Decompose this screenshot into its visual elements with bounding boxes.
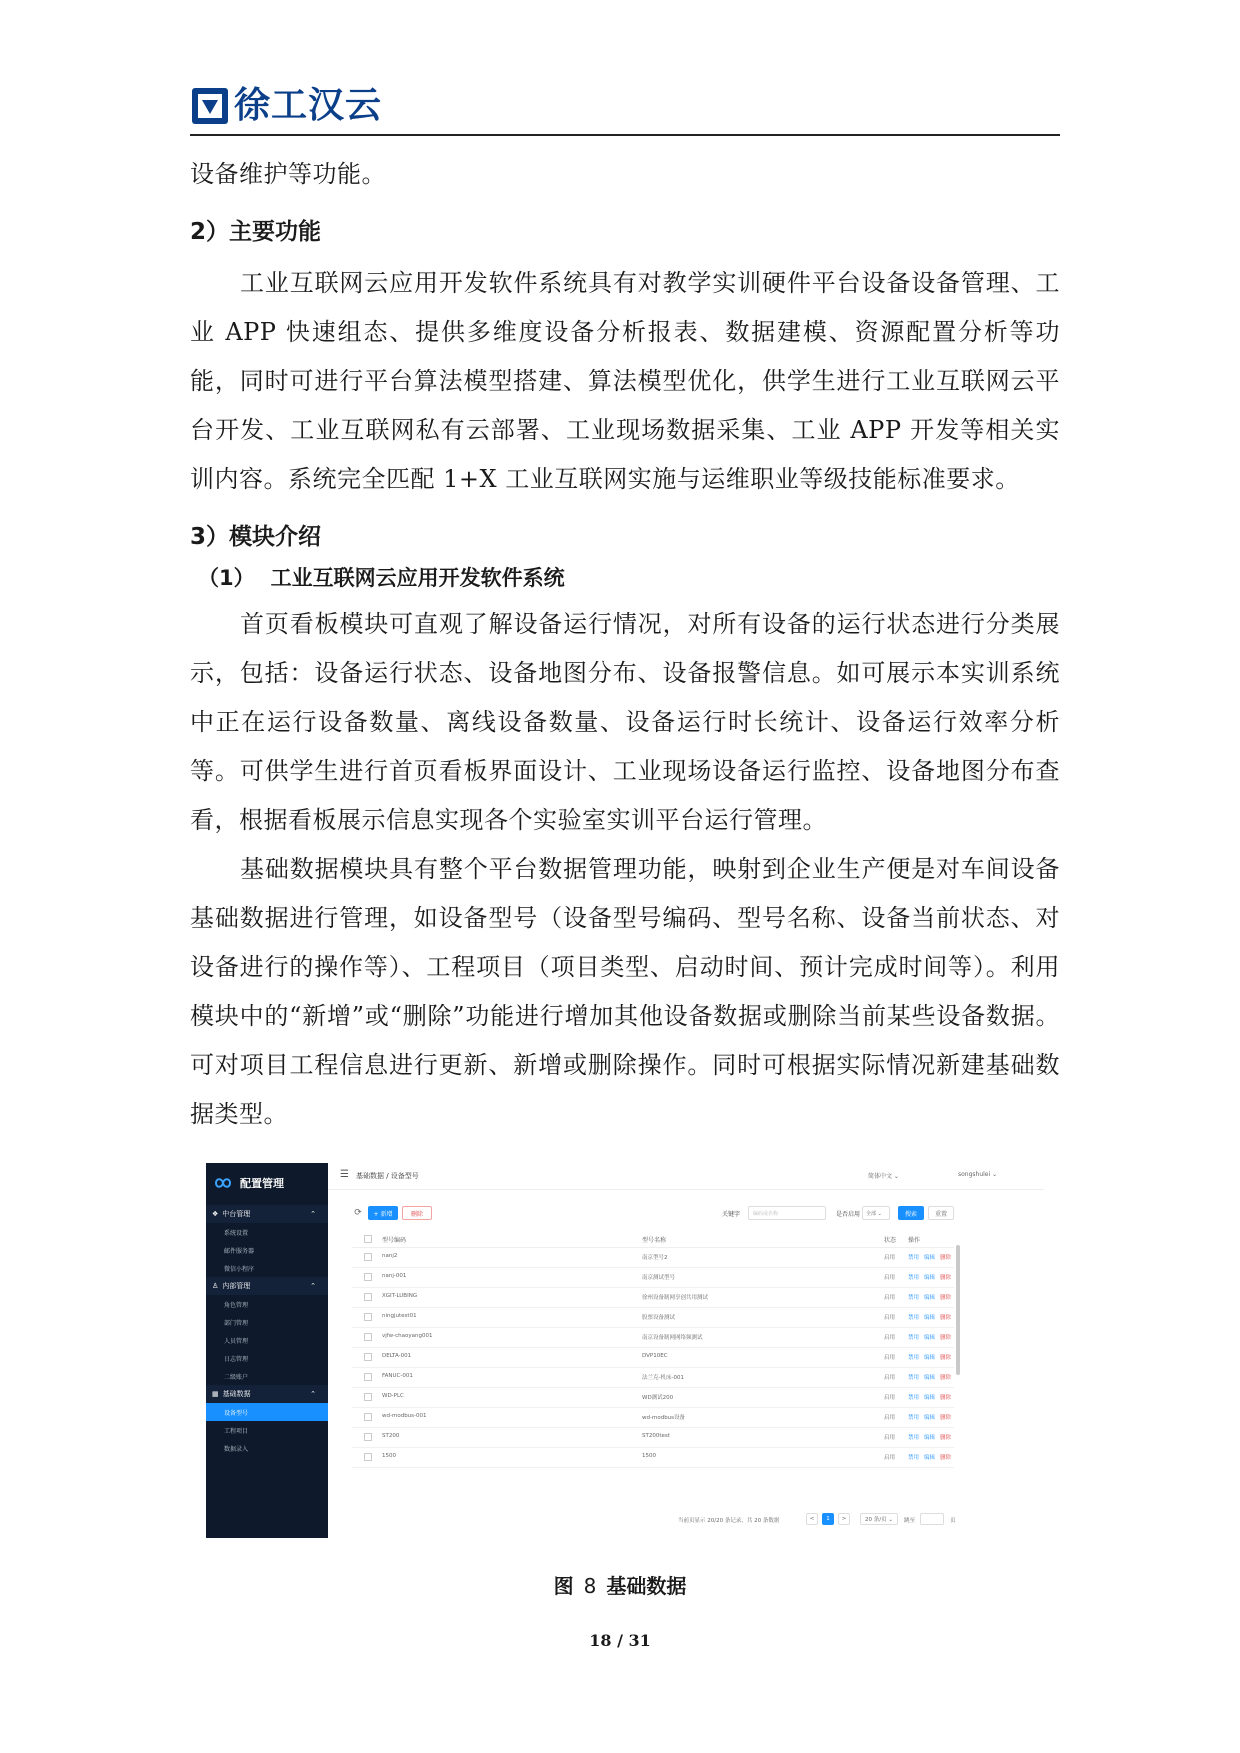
- row-checkbox[interactable]: [364, 1393, 372, 1401]
- basic-data-paragraph: 基础数据模块具有整个平台数据管理功能，映射到企业生产便是对车间设备基础数据进行管理，如设备型号（设备型号编码、型号名称、设备当前状态、对设备进行的操作等）、工程项目（项目类型、启动时间、预计完成时间等）。利用模块中的“新增”或“删除”功能进行增加其他设备数据或删除当前某些设备数据。可对项目工程信息进行更新、新增或删除操作。同时可根据实际情况新建基础数据类型。: [190, 855, 1060, 1128]
- status-text: 启用: [884, 1455, 896, 1461]
- model-name: 徐州设备制网享创共用测试: [642, 1295, 709, 1301]
- sidebar-item[interactable]: 人员管理: [224, 1337, 249, 1345]
- edit-link[interactable]: 编辑: [924, 1275, 936, 1281]
- delete-link[interactable]: 删除: [940, 1355, 952, 1361]
- model-name: wd-modbus设备: [642, 1415, 686, 1421]
- edit-link[interactable]: 编辑: [924, 1415, 936, 1421]
- model-code: 1500: [382, 1453, 396, 1459]
- chevron-up-icon: ⌃: [310, 1390, 316, 1398]
- model-code: nanj-001: [382, 1273, 407, 1279]
- disable-link[interactable]: 禁用: [908, 1315, 920, 1321]
- edit-link[interactable]: 编辑: [924, 1395, 936, 1401]
- model-name: WD测试200: [642, 1395, 674, 1401]
- row-checkbox[interactable]: [364, 1453, 372, 1461]
- model-code: XGIT-LUBING: [382, 1293, 418, 1299]
- brand-logo: [190, 86, 382, 126]
- table-row[interactable]: [352, 1367, 954, 1388]
- model-name: 1500: [642, 1453, 656, 1459]
- search-button[interactable]: 搜索: [898, 1206, 924, 1220]
- disable-link[interactable]: 禁用: [908, 1355, 920, 1361]
- caption-number: 8: [583, 1574, 597, 1598]
- delete-link[interactable]: 删除: [940, 1315, 952, 1321]
- model-name: 股票设备测试: [642, 1315, 676, 1321]
- dashboard-paragraph: 首页看板模块可直观了解设备运行情况，对所有设备的运行状态进行分类展示，包括：设备运行状态、设备地图分布、设备报警信息。如可展示本实训系统中正在运行设备数量、离线设备数量、设备运行时长统计、设备运行效率分析等。可供学生进行首页看板界面设计、工业现场设备运行监控、设备地图分布查看，根据看板展示信息实现各个实验室实训平台运行管理。: [190, 610, 1060, 834]
- sidebar-item[interactable]: 二级账户: [224, 1373, 249, 1381]
- add-button[interactable]: + 新增: [368, 1206, 398, 1220]
- table-row[interactable]: [352, 1407, 954, 1428]
- header-divider: [190, 134, 1060, 136]
- table-row[interactable]: [352, 1247, 954, 1268]
- disable-link[interactable]: 禁用: [908, 1455, 920, 1461]
- model-name: DVP10EC: [642, 1353, 668, 1359]
- sidebar-item[interactable]: 设备型号: [206, 1403, 328, 1421]
- status-text: 启用: [884, 1395, 896, 1401]
- row-checkbox[interactable]: [364, 1253, 372, 1261]
- sidebar-item[interactable]: 系统设置: [224, 1229, 249, 1237]
- sidebar-item[interactable]: 邮件服务器: [224, 1247, 255, 1255]
- status-text: 启用: [884, 1335, 896, 1341]
- column-header-name: 型号名称: [642, 1237, 667, 1244]
- table-row[interactable]: [352, 1427, 954, 1448]
- model-name: 南京型号2: [642, 1255, 668, 1261]
- disable-link[interactable]: 禁用: [908, 1275, 920, 1281]
- status-text: 启用: [884, 1415, 896, 1421]
- disable-link[interactable]: 禁用: [908, 1255, 920, 1261]
- delete-link[interactable]: 删除: [940, 1415, 952, 1421]
- app-logo: [210, 1171, 284, 1195]
- sidebar-group-label: 基础数据: [222, 1390, 251, 1398]
- status-text: 启用: [884, 1255, 896, 1261]
- sidebar-group[interactable]: [206, 1277, 328, 1295]
- section-heading-main-functions: 2）主要功能: [190, 219, 322, 245]
- status-text: 启用: [884, 1355, 896, 1361]
- keyword-label: 关键字: [722, 1211, 741, 1218]
- app-main: [328, 1163, 1044, 1538]
- edit-link[interactable]: 编辑: [924, 1455, 936, 1461]
- row-checkbox[interactable]: [364, 1373, 372, 1381]
- select-all-checkbox[interactable]: [364, 1235, 372, 1243]
- delete-link[interactable]: 删除: [940, 1455, 952, 1461]
- goto-label: 跳至: [904, 1518, 916, 1524]
- table-row[interactable]: [352, 1347, 954, 1368]
- model-name: ST200test: [642, 1433, 670, 1439]
- status-text: 启用: [884, 1435, 896, 1441]
- reset-button[interactable]: 重置: [928, 1206, 954, 1220]
- table-row[interactable]: [352, 1287, 954, 1308]
- table-row[interactable]: [352, 1387, 954, 1408]
- sidebar-group-icon: ♙: [212, 1282, 219, 1290]
- model-code: vjfw-chaoyang001: [382, 1333, 433, 1339]
- status-text: 启用: [884, 1375, 896, 1381]
- infinity-logo-icon: [210, 1175, 236, 1191]
- delete-link[interactable]: 删除: [940, 1375, 952, 1381]
- row-checkbox[interactable]: [364, 1333, 372, 1341]
- delete-link[interactable]: 删除: [940, 1435, 952, 1441]
- table-row[interactable]: [352, 1327, 954, 1348]
- row-checkbox[interactable]: [364, 1353, 372, 1361]
- disable-link[interactable]: 禁用: [908, 1415, 920, 1421]
- subsection-number: （1）: [198, 566, 255, 590]
- table-toolbar: [328, 1203, 1044, 1223]
- section-heading-modules: 3）模块介绍: [190, 524, 322, 550]
- table-header: [352, 1229, 954, 1248]
- sidebar-item[interactable]: 数据录入: [224, 1445, 249, 1453]
- main-functions-paragraph: 工业互联网云应用开发软件系统具有对教学实训硬件平台设备设备管理、工业 APP 快速组态、提供多维度设备分析报表、数据建模、资源配置分析等功能，同时可进行平台算法模型搭建、算法模型优化，供学生进行工业互联网云平台开发、工业互联网私有云部署、工业现场数据采集、工业 APP 开发等相关实训内容。系统完全匹配 1+X 工业互联网实施与运维职业等级技能标准要求。: [190, 269, 1060, 493]
- brand-name: 徐工汉云: [234, 85, 383, 126]
- pagination: [678, 1513, 968, 1527]
- document-body: [190, 150, 1060, 1139]
- enabled-select[interactable]: 全部 ⌄: [862, 1206, 890, 1220]
- chevron-up-icon: ⌃: [310, 1282, 316, 1290]
- edit-link[interactable]: 编辑: [924, 1435, 936, 1441]
- goto-page-input[interactable]: [920, 1513, 944, 1525]
- edit-link[interactable]: 编辑: [924, 1355, 936, 1361]
- breadcrumb: 基础数据 / 设备型号: [356, 1172, 419, 1180]
- delete-link[interactable]: 删除: [940, 1255, 952, 1261]
- next-page-button[interactable]: >: [838, 1513, 850, 1525]
- page-size-select[interactable]: 20 条/页 ⌄: [860, 1513, 898, 1525]
- column-header-code: 型号编码: [382, 1237, 407, 1244]
- caption-prefix: 图: [553, 1574, 574, 1598]
- page-suffix: 页: [950, 1518, 956, 1524]
- sidebar-item[interactable]: 角色管理: [224, 1301, 249, 1309]
- edit-link[interactable]: 编辑: [924, 1335, 936, 1341]
- disable-link[interactable]: 禁用: [908, 1375, 920, 1381]
- status-text: 启用: [884, 1295, 896, 1301]
- sidebar-group[interactable]: [206, 1205, 328, 1223]
- column-header-status: 状态: [884, 1237, 897, 1244]
- prev-page-button[interactable]: <: [806, 1513, 818, 1525]
- sidebar-group-label: 内部管理: [222, 1282, 251, 1290]
- sidebar-group-icon: ❖: [212, 1210, 219, 1218]
- figure-screenshot: [206, 1163, 1044, 1538]
- delete-link[interactable]: 删除: [940, 1295, 952, 1301]
- model-code: ST200: [382, 1433, 400, 1439]
- sidebar-group-icon: ▦: [212, 1390, 219, 1398]
- delete-link[interactable]: 删除: [940, 1335, 952, 1341]
- page-header: [190, 86, 1060, 138]
- status-text: 启用: [884, 1315, 896, 1321]
- model-code: DELTA-001: [382, 1353, 412, 1359]
- sidebar-item[interactable]: 微信小程序: [224, 1265, 255, 1273]
- model-name: 南京设备制网网络频测试: [642, 1335, 703, 1341]
- pagination-summary: 当前页显示 20/20 条记录，共 20 条数据: [678, 1518, 780, 1524]
- table-row[interactable]: [352, 1447, 954, 1468]
- edit-link[interactable]: 编辑: [924, 1295, 936, 1301]
- row-checkbox[interactable]: [364, 1433, 372, 1441]
- sidebar-group-label: 中台管理: [222, 1210, 251, 1218]
- sidebar-item[interactable]: 部门管理: [224, 1319, 249, 1327]
- disable-link[interactable]: 禁用: [908, 1295, 920, 1301]
- user-menu[interactable]: songshulei ⌄: [958, 1171, 998, 1178]
- model-code: nanj2: [382, 1253, 398, 1259]
- disable-link[interactable]: 禁用: [908, 1395, 920, 1401]
- delete-link[interactable]: 删除: [940, 1275, 952, 1281]
- enabled-label: 是否启用: [836, 1211, 861, 1218]
- row-checkbox[interactable]: [364, 1413, 372, 1421]
- column-header-actions: 操作: [908, 1237, 921, 1244]
- row-checkbox[interactable]: [364, 1313, 372, 1321]
- refresh-icon[interactable]: ⟳: [354, 1208, 362, 1218]
- status-text: 启用: [884, 1275, 896, 1281]
- app-sidebar: [206, 1163, 328, 1538]
- intro-paragraph: 设备维护等功能。: [190, 160, 386, 188]
- model-code: WD-PLC: [382, 1393, 404, 1399]
- table-scrollbar[interactable]: [956, 1245, 960, 1375]
- model-code: FANUC-001: [382, 1373, 413, 1379]
- sidebar-item[interactable]: 日志管理: [224, 1355, 249, 1363]
- edit-link[interactable]: 编辑: [924, 1315, 936, 1321]
- app-topbar: [328, 1163, 1044, 1190]
- disable-link[interactable]: 禁用: [908, 1335, 920, 1341]
- brand-logo-icon: [190, 86, 230, 126]
- delete-link[interactable]: 删除: [940, 1395, 952, 1401]
- model-code: wd-modbus-001: [382, 1413, 427, 1419]
- language-selector[interactable]: 简体中文 ⌄: [868, 1173, 899, 1180]
- delete-button[interactable]: 删除: [402, 1206, 432, 1220]
- caption-title: 基础数据: [606, 1574, 687, 1598]
- page-1-button[interactable]: 1: [822, 1513, 834, 1525]
- edit-link[interactable]: 编辑: [924, 1255, 936, 1261]
- disable-link[interactable]: 禁用: [908, 1435, 920, 1441]
- sidebar-item[interactable]: 工程项目: [224, 1427, 249, 1435]
- model-code: ningjutest01: [382, 1313, 417, 1319]
- sidebar-group[interactable]: [206, 1385, 328, 1403]
- keyword-input[interactable]: 编码或名称: [748, 1206, 826, 1220]
- menu-toggle-icon[interactable]: ☰: [340, 1169, 349, 1180]
- edit-link[interactable]: 编辑: [924, 1375, 936, 1381]
- model-name: 法兰克-机床-001: [642, 1375, 684, 1381]
- table-row[interactable]: [352, 1267, 954, 1288]
- subsection-heading: [198, 564, 1060, 592]
- table-row[interactable]: [352, 1307, 954, 1328]
- page-number: 18 / 31: [589, 1631, 651, 1650]
- row-checkbox[interactable]: [364, 1273, 372, 1281]
- app-title: 配置管理: [240, 1177, 284, 1190]
- row-checkbox[interactable]: [364, 1293, 372, 1301]
- model-name: 南京测试型号: [642, 1275, 676, 1281]
- chevron-up-icon: ⌃: [310, 1210, 316, 1218]
- figure-caption: [0, 1570, 1240, 1599]
- subsection-title: 工业互联网云应用开发软件系统: [270, 566, 565, 590]
